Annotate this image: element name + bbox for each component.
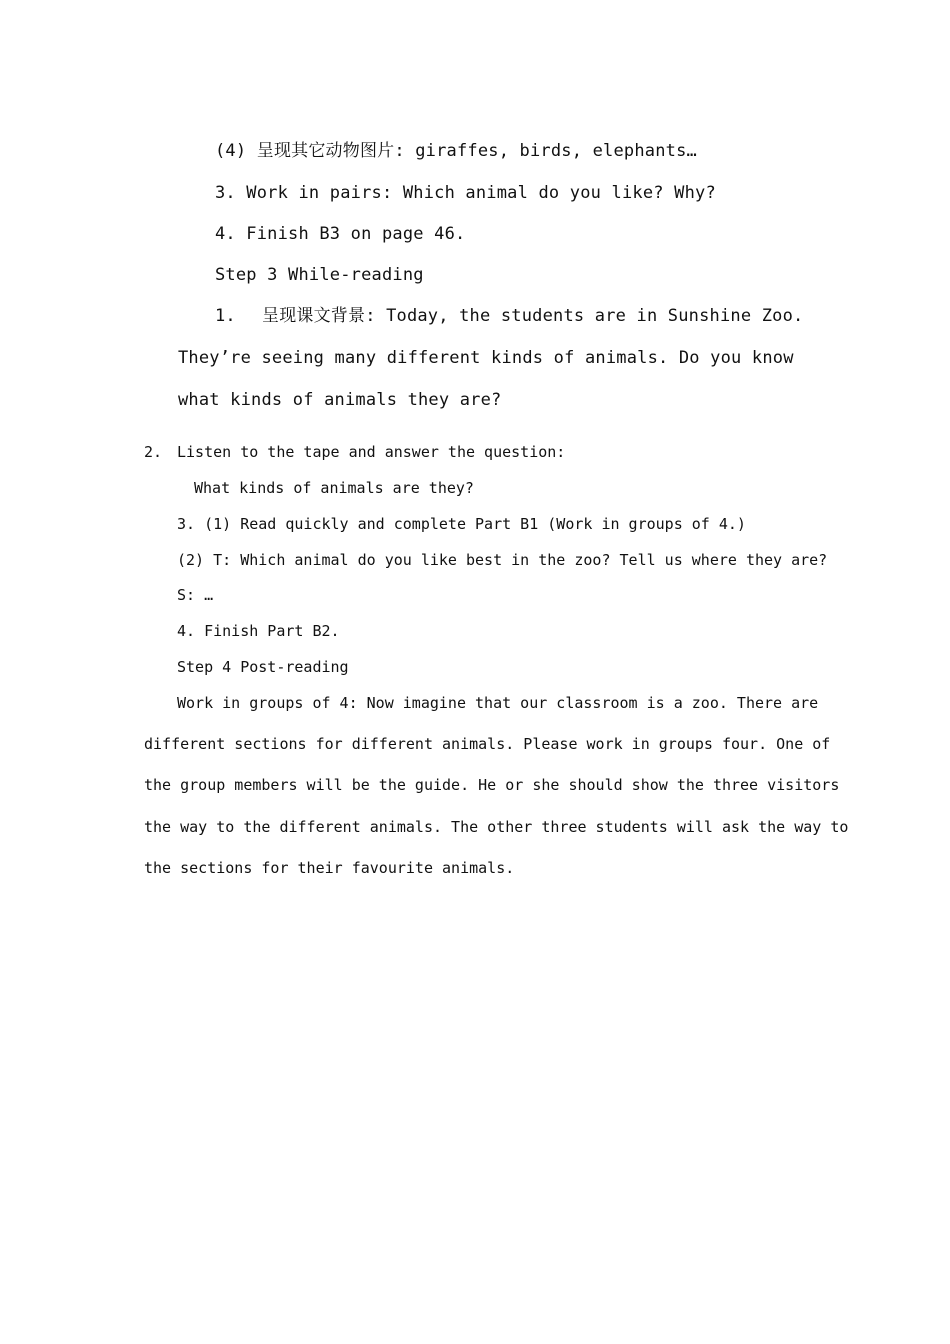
line-other-animal-pictures: (4) 呈现其它动物图片: giraffes, birds, elephants… bbox=[215, 141, 697, 161]
line-theyre-seeing: They’re seeing many different kinds of animals. Do you know bbox=[178, 348, 794, 368]
line-finish-b3: 4. Finish B3 on page 46. bbox=[215, 224, 466, 244]
paragraph-line-2: different sections for different animals. Please work in groups four. One of bbox=[144, 735, 831, 753]
line-question: What kinds of animals are they? bbox=[194, 479, 474, 497]
line-work-in-pairs: 3. Work in pairs: Which animal do you like? Why? bbox=[215, 183, 716, 203]
line-item2-number: 2. bbox=[144, 443, 163, 461]
line-teacher-question: (2) T: Which animal do you like best in the zoo? Tell us where they are? bbox=[177, 551, 828, 569]
line-read-quickly: 3. (1) Read quickly and complete Part B1 (Work in groups of 4.) bbox=[177, 515, 746, 533]
paragraph-line-4: the way to the different animals. The other three students will ask the way to bbox=[144, 818, 849, 836]
paragraph-line-1: Work in groups of 4: Now imagine that our classroom is a zoo. There are bbox=[177, 694, 819, 712]
line-student-answer: S: … bbox=[177, 586, 214, 604]
paragraph-line-5: the sections for their favourite animals. bbox=[144, 859, 515, 877]
line-finish-b2: 4. Finish Part B2. bbox=[177, 622, 340, 640]
line-listen-to-tape: Listen to the tape and answer the question: bbox=[177, 443, 566, 461]
line-item1-number: 1. bbox=[215, 306, 236, 326]
paragraph-line-3: the group members will be the guide. He or she should show the three visitors bbox=[144, 776, 840, 794]
line-step4-heading: Step 4 Post-reading bbox=[177, 658, 349, 676]
line-text-background: 呈现课文背景: Today, the students are in Sunshine Zoo. bbox=[262, 306, 804, 326]
line-what-kinds: what kinds of animals they are? bbox=[178, 390, 502, 410]
line-step3-heading: Step 3 While-reading bbox=[215, 265, 424, 285]
